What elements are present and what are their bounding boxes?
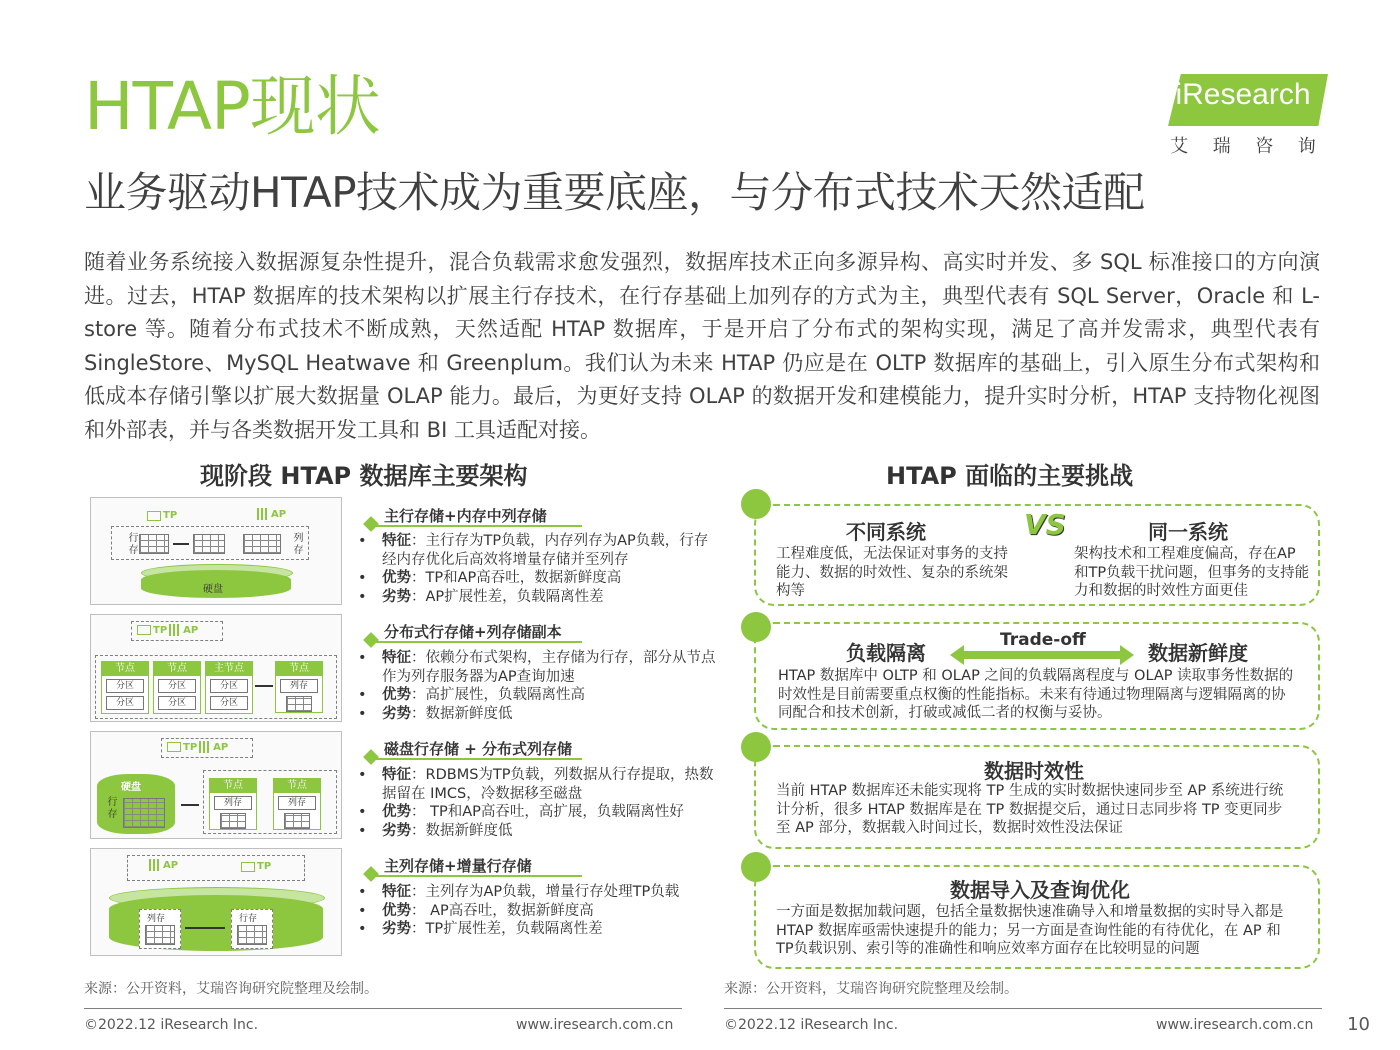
challenge-2-left-title: 负载隔离 xyxy=(846,641,926,665)
tradeoff-label: Trade-off xyxy=(1000,630,1086,650)
list-item: • 劣势：数据新鲜度低 xyxy=(352,822,722,841)
bullet-dot-icon xyxy=(741,732,771,762)
arch-feature-list-3 xyxy=(352,766,722,840)
list-item: • 特征：依赖分布式架构，主存储为行存，部分从节点作为列存服务器为AP查询加速 xyxy=(352,649,722,686)
bullet-dot-icon xyxy=(741,852,771,882)
arch-feature-list-1 xyxy=(352,532,722,606)
tp-ap-label: TP AP xyxy=(167,741,228,753)
logo-cn xyxy=(1158,132,1328,158)
list-item: • 优势： TP和AP高吞吐，高扩展，负载隔离性好 xyxy=(352,803,722,822)
page-number: 10 xyxy=(1347,1014,1370,1035)
table-icon xyxy=(137,625,151,635)
col-node-box: 节点 列存 xyxy=(275,661,323,713)
tp-ap-label: TP AP xyxy=(137,624,198,636)
list-item: • 优势： AP高吞吐，数据新鲜度高 xyxy=(352,902,722,921)
challenge-4-title: 数据导入及查询优化 xyxy=(950,878,1130,902)
page-subtitle: 业务驱动HTAP技术成为重要底座，与分布式技术天然适配 xyxy=(84,168,1145,217)
list-item: • 劣势：数据新鲜度低 xyxy=(352,705,722,724)
bullet-dot-icon xyxy=(741,489,771,519)
heading-underline xyxy=(372,641,582,643)
arch-heading-4: 主列存储+增量行存储 xyxy=(384,857,532,875)
footer-copyright: ©2022.12 iResearch Inc. xyxy=(724,1017,899,1033)
left-source-note: 来源：公开资料，艾瑞咨询研究院整理及绘制。 xyxy=(84,981,378,997)
logo-cn-char: 咨 xyxy=(1255,136,1274,157)
right-source-note: 来源：公开资料，艾瑞咨询研究院整理及绘制。 xyxy=(724,981,1018,997)
page-title: HTAP现状 xyxy=(84,68,380,145)
challenge-4-text: 一方面是数据加载问题，包括全量数据快速准确导入和增量数据的实时导入都是 HTAP 数据库亟需快速提升的能力；另一方面是查询性能的有待优化，在 AP 和 TP负载识别、索引等的准确性和响应效率方面存在比较明显的问题 xyxy=(776,904,1284,957)
heading-underline xyxy=(372,758,582,760)
disk-label: 硬盘 xyxy=(203,584,223,595)
logo-cn-char: 瑞 xyxy=(1212,136,1231,157)
list-item: • 劣势：TP扩展性差，负载隔离性差 xyxy=(352,920,722,939)
bullet-dot-icon xyxy=(741,612,771,642)
bar-chart-icon xyxy=(149,859,161,871)
bar-chart-icon xyxy=(169,624,181,636)
node-box: 节点 列存 xyxy=(273,778,321,830)
arch-feature-list-2 xyxy=(352,649,722,723)
challenge-1-right-title: 同一系统 xyxy=(1148,520,1228,544)
node-box: 节点 分区 分区 xyxy=(101,661,149,714)
bar-chart-icon xyxy=(199,741,211,753)
footer-copyright: ©2022.12 iResearch Inc. xyxy=(84,1017,259,1033)
table-icon xyxy=(193,534,225,554)
heading-underline xyxy=(372,525,582,527)
left-section-title: 现阶段 HTAP 数据库主要架构 xyxy=(200,462,528,490)
arch-diagram-2 xyxy=(90,614,342,722)
node-box: 节点 分区 分区 xyxy=(153,661,201,714)
table-icon xyxy=(145,925,175,945)
col-store-label: 列存 xyxy=(147,914,166,924)
challenge-1-right-text: 架构技术和工程难度偏高，存在AP和TP负载干扰问题，但事务的支持能力和数据的时效性方面更佳 xyxy=(1074,546,1310,599)
double-arrow-icon xyxy=(950,645,1134,665)
tp-label: TP xyxy=(241,861,271,872)
logo-cn-char: 询 xyxy=(1297,136,1316,157)
iresearch-logo xyxy=(1158,74,1328,156)
footer-divider xyxy=(84,1008,682,1009)
list-item: • 特征：主列存为AP负载，增量行存处理TP负载 xyxy=(352,883,722,902)
logo-brand: iResearch xyxy=(1175,78,1311,111)
table-icon xyxy=(123,798,165,828)
arch-heading-1: 主行存储+内存中列存储 xyxy=(384,507,547,525)
bar-chart-icon xyxy=(257,508,269,520)
arch-diagram-3 xyxy=(90,731,342,839)
challenge-2-text: HTAP 数据库中 OLTP 和 OLAP 之间的负载隔离程度与 OLAP 读取事务性数据的时效性是目前需要重点权衡的性能指标。未来有待通过物理隔离与逻辑隔离的协同配合和技术创新，打破或减低二者的权衡与妥协。 xyxy=(778,668,1294,721)
right-section-title: HTAP 面临的主要挑战 xyxy=(886,462,1134,490)
ap-label: AP xyxy=(257,508,286,520)
disk-label: 硬盘 xyxy=(121,782,141,793)
intro-paragraph: 随着业务系统接入数据源复杂性提升，混合负载需求愈发强烈，数据库技术正向多源异构、高实时并发、多 SQL 标准接口的方向演进。过去，HTAP 数据库的技术架构以扩展主行存技术，在行存基础上加列存的方式为主，典型代表有 SQL Server，Oracle 和 L-store 等。随着分布式技术不断成熟，天然适配 HTAP 数据库，于是开启了分布式的架构实现，满足了高并发需求，典型代表有 SingleStore、MySQL Heatwave 和 Greenplum。我们认为未来 HTAP 仍应是在 OLTP 数据库的基础上，引入原生分布式架构和低成本存储引擎以扩展大数据量 OLAP 能力。最后，为更好支持 OLAP 的数据开发和建模能力，提升实时分析，HTAP 支持物化视图和外部表，并与各类数据开发工具和 BI 工具适配对接。 xyxy=(84,250,1320,442)
row-store-label: 行存 xyxy=(239,914,258,924)
challenge-2-right-title: 数据新鲜度 xyxy=(1148,641,1248,665)
challenge-3-text: 当前 HTAP 数据库还未能实现将 TP 生成的实时数据快速同步至 AP 系统进行统计分析，很多 HTAP 数据库是在 TP 数据提交后，通过日志同步将 TP 变更同步至 AP 部分，数据载入时间过长，数据时效性没法保证 xyxy=(776,783,1284,836)
arrow xyxy=(173,543,189,545)
ap-label: AP xyxy=(149,859,178,871)
node-box: 节点 列存 xyxy=(209,778,257,830)
arrow xyxy=(181,804,199,806)
arch-feature-list-4 xyxy=(352,883,722,939)
list-item: • 优势：TP和AP高吞吐，数据新鲜度高 xyxy=(352,569,722,588)
list-item: • 劣势：AP扩展性差，负载隔离性差 xyxy=(352,588,722,607)
list-item: • 特征：主行存为TP负载，内存列存为AP负载，行存经内存优化后高效将增量存储并至列存 xyxy=(352,532,722,569)
arch-heading-3: 磁盘行存储 + 分布式列存储 xyxy=(384,740,573,758)
arch-heading-2: 分布式行存储+列存储副本 xyxy=(384,623,562,641)
footer-url-link[interactable]: www.iresearch.com.cn xyxy=(516,1017,674,1033)
logo-cn-char: 艾 xyxy=(1170,136,1189,157)
challenge-1-left-title: 不同系统 xyxy=(846,520,926,544)
challenge-3-title: 数据时效性 xyxy=(984,759,1084,783)
arch-diagram-4 xyxy=(90,848,342,956)
col-store-label: 列存 xyxy=(291,532,302,556)
row-store-label: 行存 xyxy=(105,796,116,820)
table-icon xyxy=(241,862,255,872)
heading-underline xyxy=(372,875,582,877)
col-table-icon xyxy=(243,534,281,554)
table-icon xyxy=(237,925,267,945)
row-store-label: 行存 xyxy=(126,532,137,556)
footer-divider xyxy=(724,1008,1322,1009)
tp-label: TP xyxy=(147,510,177,521)
arch-diagram-1 xyxy=(90,497,342,605)
row-table-icon xyxy=(139,534,169,554)
list-item: • 优势：高扩展性，负载隔离性高 xyxy=(352,686,722,705)
list-item: • 特征：RDBMS为TP负载，列数据从行存提取，热数据留在 IMCS，冷数据移至磁盘 xyxy=(352,766,722,803)
vs-icon: VS xyxy=(1024,508,1066,541)
challenge-1-left-text: 工程难度低，无法保证对事务的支持能力、数据的时效性、复杂的系统架构等 xyxy=(776,546,1008,599)
table-icon xyxy=(147,511,161,521)
arrow xyxy=(255,685,273,687)
table-icon xyxy=(167,742,181,752)
footer-url-link[interactable]: www.iresearch.com.cn xyxy=(1156,1017,1314,1033)
main-node-box: 主节点 分区 分区 xyxy=(205,661,253,714)
arrow xyxy=(185,927,225,929)
